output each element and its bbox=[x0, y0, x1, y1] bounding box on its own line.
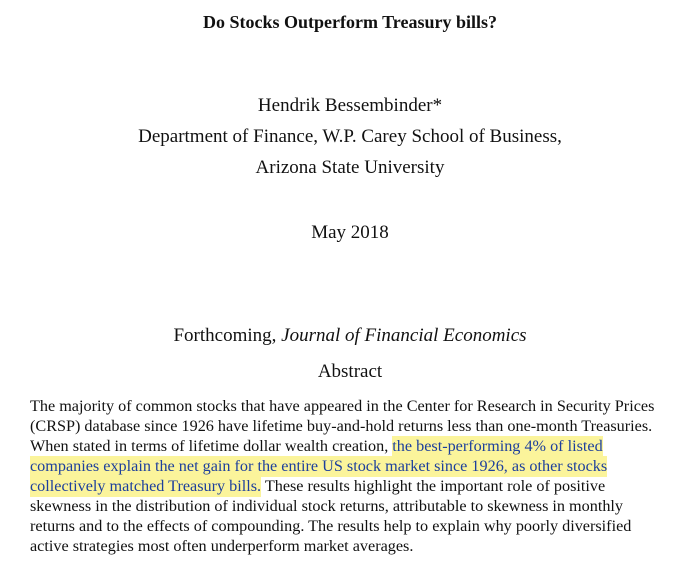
abstract-text-span: returns and to the effects of compounding. The results help to explain why poorly diversified bbox=[30, 517, 632, 535]
abstract-heading: Abstract bbox=[317, 361, 383, 382]
author-name: Hendrik Bessembinder* bbox=[257, 95, 443, 116]
affiliation-department: Department of Finance, W.P. Carey School of Business, bbox=[138, 126, 562, 147]
abstract-text-span: When stated in terms of lifetime dollar wealth creation, bbox=[30, 437, 393, 455]
abstract-line bbox=[30, 416, 680, 436]
affiliation-university: Arizona State University bbox=[255, 157, 445, 178]
publication-date: May 2018 bbox=[311, 222, 389, 243]
abstract-text-span: active strategies most often underperform market averages. bbox=[30, 537, 414, 555]
abstract-line bbox=[30, 496, 680, 516]
abstract-line bbox=[30, 396, 680, 416]
journal-name: Journal of Financial Economics bbox=[281, 325, 527, 346]
forthcoming-prefix: Forthcoming, bbox=[173, 325, 282, 346]
abstract-text bbox=[30, 396, 680, 556]
abstract-line bbox=[30, 476, 680, 496]
highlighted-text: the best-performing 4% of listed bbox=[392, 437, 603, 455]
abstract-text-span: (CRSP) database since 1926 have lifetime buy-and-hold returns less than one-month Treasuries. bbox=[30, 417, 653, 435]
forthcoming-note bbox=[0, 325, 700, 347]
abstract-line bbox=[30, 516, 680, 536]
highlighted-text: companies explain the net gain for the entire US stock market since 1926, as other stocks bbox=[30, 457, 608, 475]
abstract-text-span: The majority of common stocks that have appeared in the Center for Research in Security Prices bbox=[30, 397, 655, 415]
abstract-line bbox=[30, 536, 680, 556]
abstract-text-span: These results highlight the important role of positive bbox=[261, 477, 606, 495]
abstract-line bbox=[30, 456, 680, 476]
highlighted-text: collectively matched Treasury bills. bbox=[30, 477, 262, 495]
abstract-line bbox=[30, 436, 680, 456]
paper-title: Do Stocks Outperform Treasury bills? bbox=[202, 12, 497, 32]
abstract-text-span: skewness in the distribution of individual stock returns, attributable to skewness in monthly bbox=[30, 497, 624, 515]
author-block bbox=[0, 90, 700, 183]
